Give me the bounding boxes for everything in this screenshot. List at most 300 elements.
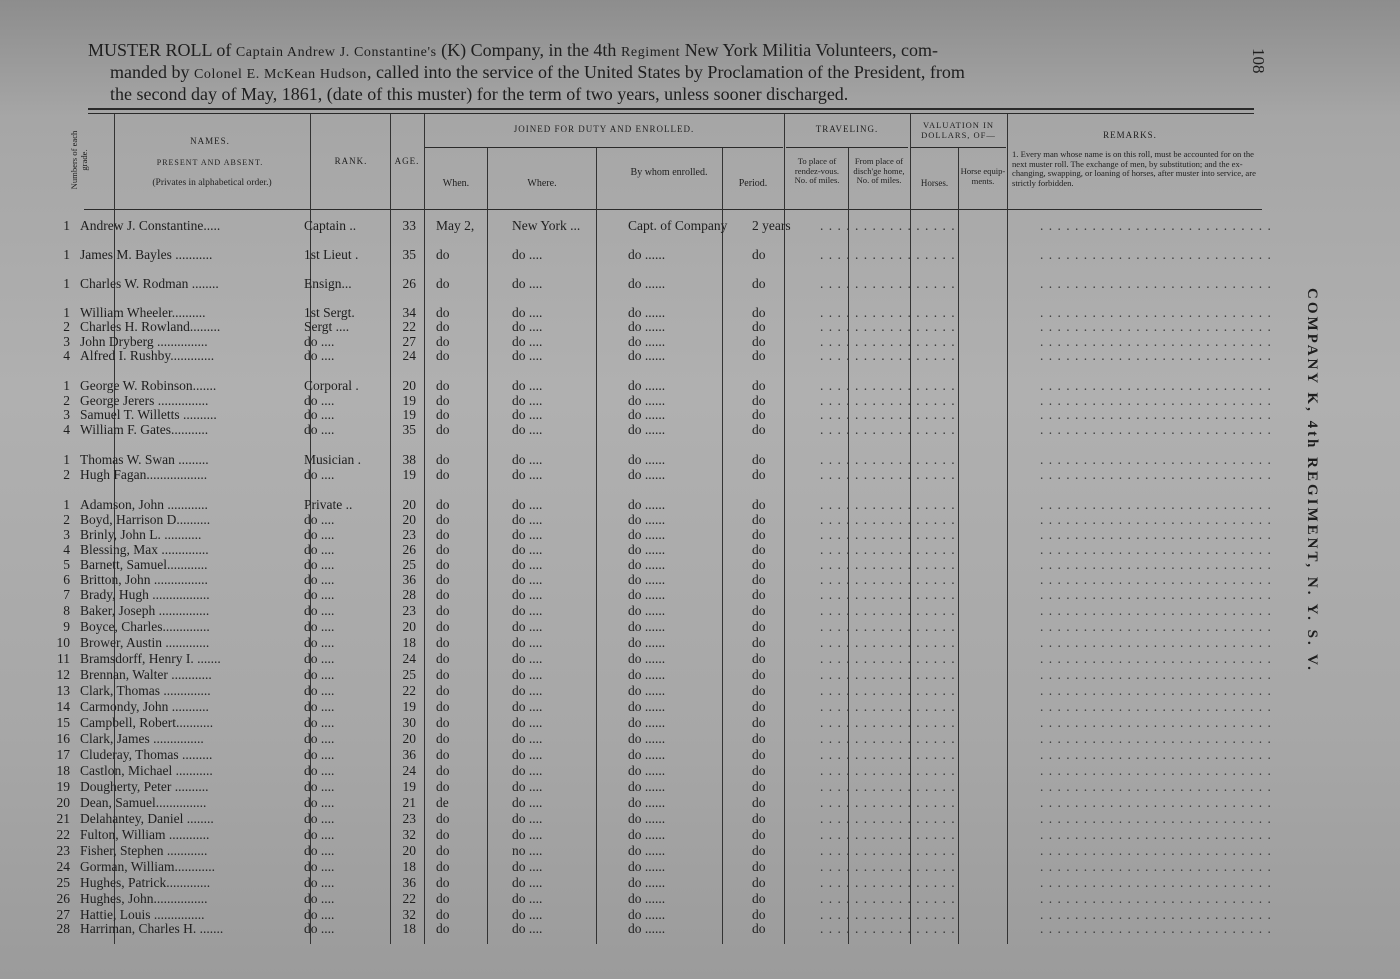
table-row <box>0 891 1400 906</box>
cell-by: do ...... <box>628 305 666 320</box>
cell-period: do <box>752 603 766 618</box>
table-row <box>0 452 1400 467</box>
cell-by: do ...... <box>628 527 666 542</box>
cell-by: do ...... <box>628 378 666 393</box>
title-text: manded by <box>110 62 194 82</box>
remarks-blank: . . . . . . . . . . . . . . . . . . . . . . . . . . . <box>1040 683 1272 698</box>
cell-by: do ...... <box>628 542 666 557</box>
cell-rank: do .... <box>304 348 335 363</box>
title-line-2 <box>110 62 965 86</box>
cell-period: do <box>752 452 766 467</box>
cell-period: do <box>752 542 766 557</box>
blank-dots: . . . . . . . . . . . . . . . . <box>820 859 956 874</box>
remarks-blank: . . . . . . . . . . . . . . . . . . . . . . . . . . . <box>1040 619 1272 634</box>
cell-by: do ...... <box>628 827 666 842</box>
cell-rank: Sergt .... <box>304 319 350 334</box>
cell-by: do ...... <box>628 715 666 730</box>
cell-age: 23 <box>402 603 416 618</box>
table-row <box>0 683 1400 698</box>
cell-period: do <box>752 619 766 634</box>
cell-by: do ...... <box>628 407 666 422</box>
cell-by: do ...... <box>628 763 666 778</box>
cell-where: do .... <box>512 635 543 650</box>
blank-dots: . . . . . . . . . . . . . . . . <box>820 422 956 437</box>
remarks-blank: . . . . . . . . . . . . . . . . . . . . . . . . . . . <box>1040 512 1272 527</box>
cell-where: do .... <box>512 407 543 422</box>
remarks-blank: . . . . . . . . . . . . . . . . . . . . . . . . . . . <box>1040 393 1272 408</box>
cell-when: do <box>436 779 450 794</box>
cell-age: 20 <box>402 497 416 512</box>
header-period: Period. <box>738 178 768 189</box>
cell-name: Clark, James ............... <box>80 731 204 746</box>
remarks-blank: . . . . . . . . . . . . . . . . . . . . . . . . . . . <box>1040 827 1272 842</box>
cell-no: 27 <box>56 907 70 922</box>
cell-where: do .... <box>512 276 543 291</box>
blank-dots: . . . . . . . . . . . . . . . . <box>820 527 956 542</box>
remarks-blank: . . . . . . . . . . . . . . . . . . . . . . . . . . . <box>1040 422 1272 437</box>
remarks-note: 1. Every man whose name is on this roll, must be accounted for on the next muster roll. The exchange of men, by substitution; and the ex-changing, swapping, or loaning of horses, after muster into service, are strictly forbidden. <box>1012 149 1256 188</box>
remarks-blank: . . . . . . . . . . . . . . . . . . . . . . . . . . . <box>1040 452 1272 467</box>
cell-where: do .... <box>512 603 543 618</box>
cell-where: do .... <box>512 891 543 906</box>
cell-when: do <box>436 763 450 778</box>
cell-name: Dean, Samuel............... <box>80 795 207 810</box>
title-text: , called into the service of the United States by Proclamation of the President, from <box>367 62 965 82</box>
cell-where: do .... <box>512 667 543 682</box>
cell-age: 30 <box>402 715 416 730</box>
cell-age: 25 <box>402 557 416 572</box>
cell-no: 1 <box>63 378 70 393</box>
table-row <box>0 467 1400 482</box>
blank-dots: . . . . . . . . . . . . . . . . <box>820 334 956 349</box>
blank-dots: . . . . . . . . . . . . . . . . <box>820 378 956 393</box>
blank-dots: . . . . . . . . . . . . . . . . <box>820 683 956 698</box>
remarks-blank: . . . . . . . . . . . . . . . . . . . . . . . . . . . <box>1040 747 1272 762</box>
header-rule-top <box>88 108 1254 110</box>
header-horse-equipments: Horse equip-ments. <box>960 166 1006 186</box>
cell-name: Samuel T. Willetts .......... <box>80 407 217 422</box>
cell-when: do <box>436 557 450 572</box>
cell-period: do <box>752 747 766 762</box>
cell-age: 22 <box>402 319 416 334</box>
blank-dots: . . . . . . . . . . . . . . . . <box>820 218 956 233</box>
cell-age: 33 <box>402 218 416 233</box>
cell-no: 1 <box>63 497 70 512</box>
cell-where: do .... <box>512 467 543 482</box>
cell-when: do <box>436 747 450 762</box>
cell-period: do <box>752 859 766 874</box>
blank-dots: . . . . . . . . . . . . . . . . <box>820 467 956 482</box>
cell-when: do <box>436 619 450 634</box>
cell-period: do <box>752 393 766 408</box>
cell-name: George Jerers ............... <box>80 393 209 408</box>
title-line-3: the second day of May, 1861, (date of this muster) for the term of two years, unless sooner discharged. <box>110 84 849 104</box>
cell-when: do <box>436 843 450 858</box>
cell-no: 26 <box>56 891 70 906</box>
cell-rank: do .... <box>304 921 335 936</box>
cell-period: do <box>752 334 766 349</box>
header-to-place: To place of rendez-vous. No. of miles. <box>794 156 840 186</box>
cell-name: Boyd, Harrison D.......... <box>80 512 211 527</box>
header-rule-top-thin <box>88 113 1254 114</box>
cell-when: do <box>436 305 450 320</box>
cell-when: do <box>436 527 450 542</box>
cell-by: do ...... <box>628 747 666 762</box>
cell-by: do ...... <box>628 393 666 408</box>
cell-by: do ...... <box>628 779 666 794</box>
cell-rank: do .... <box>304 715 335 730</box>
table-row <box>0 276 1400 291</box>
remarks-blank: . . . . . . . . . . . . . . . . . . . . . . . . . . . <box>1040 247 1272 262</box>
cell-period: do <box>752 699 766 714</box>
cell-age: 36 <box>402 747 416 762</box>
cell-by: do ...... <box>628 921 666 936</box>
cell-age: 25 <box>402 667 416 682</box>
cell-period: do <box>752 407 766 422</box>
cell-where: do .... <box>512 348 543 363</box>
remarks-blank: . . . . . . . . . . . . . . . . . . . . . . . . . . . <box>1040 891 1272 906</box>
cell-period: do <box>752 319 766 334</box>
table-row <box>0 635 1400 650</box>
remarks-blank: . . . . . . . . . . . . . . . . . . . . . . . . . . . <box>1040 276 1272 291</box>
cell-no: 2 <box>63 393 70 408</box>
cell-period: do <box>752 921 766 936</box>
cell-by: do ...... <box>628 667 666 682</box>
cell-rank: do .... <box>304 467 335 482</box>
cell-rank: Musician . <box>304 452 361 467</box>
remarks-blank: . . . . . . . . . . . . . . . . . . . . . . . . . . . <box>1040 843 1272 858</box>
cell-by: do ...... <box>628 557 666 572</box>
cell-when: do <box>436 811 450 826</box>
cell-age: 20 <box>402 619 416 634</box>
remarks-blank: . . . . . . . . . . . . . . . . . . . . . . . . . . . <box>1040 763 1272 778</box>
cell-by: do ...... <box>628 859 666 874</box>
cell-rank: do .... <box>304 603 335 618</box>
cell-when: de <box>436 795 449 810</box>
cell-rank: do .... <box>304 843 335 858</box>
cell-age: 24 <box>402 763 416 778</box>
blank-dots: . . . . . . . . . . . . . . . . <box>820 348 956 363</box>
cell-where: do .... <box>512 512 543 527</box>
remarks-blank: . . . . . . . . . . . . . . . . . . . . . . . . . . . <box>1040 497 1272 512</box>
blank-dots: . . . . . . . . . . . . . . . . <box>820 276 956 291</box>
cell-name: Charles W. Rodman ........ <box>80 276 219 291</box>
cell-age: 20 <box>402 731 416 746</box>
table-row <box>0 497 1400 512</box>
remarks-blank: . . . . . . . . . . . . . . . . . . . . . . . . . . . <box>1040 407 1272 422</box>
cell-no: 23 <box>56 843 70 858</box>
cell-period: do <box>752 557 766 572</box>
cell-when: do <box>436 393 450 408</box>
cell-period: do <box>752 651 766 666</box>
cell-where: do .... <box>512 859 543 874</box>
cell-name: Hughes, John................ <box>80 891 208 906</box>
cell-rank: do .... <box>304 334 335 349</box>
cell-name: Thomas W. Swan ......... <box>80 452 209 467</box>
cell-name: Brinly, John L. ........... <box>80 527 202 542</box>
cell-by: do ...... <box>628 891 666 906</box>
cell-age: 34 <box>402 305 416 320</box>
cell-name: George W. Robinson....... <box>80 378 217 393</box>
cell-by: do ...... <box>628 587 666 602</box>
cell-name: James M. Bayles ........... <box>80 247 213 262</box>
cell-no: 13 <box>56 683 70 698</box>
cell-where: do .... <box>512 378 543 393</box>
cell-name: William F. Gates........... <box>80 422 209 437</box>
cell-by: do ...... <box>628 348 666 363</box>
cell-rank: do .... <box>304 619 335 634</box>
cell-rank: do .... <box>304 667 335 682</box>
cell-rank: do .... <box>304 422 335 437</box>
cell-rank: do .... <box>304 572 335 587</box>
cell-no: 28 <box>56 921 70 936</box>
cell-where: do .... <box>512 699 543 714</box>
remarks-blank: . . . . . . . . . . . . . . . . . . . . . . . . . . . <box>1040 731 1272 746</box>
cell-name: Andrew J. Constantine..... <box>80 218 221 233</box>
cell-where: do .... <box>512 827 543 842</box>
cell-age: 35 <box>402 422 416 437</box>
cell-rank: 1st Lieut . <box>304 247 359 262</box>
cell-no: 1 <box>63 247 70 262</box>
cell-no: 8 <box>63 603 70 618</box>
cell-when: do <box>436 683 450 698</box>
cell-age: 20 <box>402 378 416 393</box>
cell-name: Cluderay, Thomas ......... <box>80 747 213 762</box>
cell-name: William Wheeler.......... <box>80 305 206 320</box>
blank-dots: . . . . . . . . . . . . . . . . <box>820 407 956 422</box>
cell-where: do .... <box>512 542 543 557</box>
cell-period: do <box>752 891 766 906</box>
cell-period: do <box>752 875 766 890</box>
table-row <box>0 422 1400 437</box>
remarks-blank: . . . . . . . . . . . . . . . . . . . . . . . . . . . <box>1040 921 1272 936</box>
table-row <box>0 305 1400 320</box>
cell-age: 21 <box>402 795 416 810</box>
table-row <box>0 557 1400 572</box>
cell-no: 4 <box>63 422 70 437</box>
table-row <box>0 378 1400 393</box>
remarks-blank: . . . . . . . . . . . . . . . . . . . . . . . . . . . <box>1040 795 1272 810</box>
table-row <box>0 763 1400 778</box>
remarks-blank: . . . . . . . . . . . . . . . . . . . . . . . . . . . <box>1040 859 1272 874</box>
cell-period: do <box>752 811 766 826</box>
cell-when: do <box>436 319 450 334</box>
cell-when: do <box>436 378 450 393</box>
cell-when: do <box>436 422 450 437</box>
cell-period: do <box>752 305 766 320</box>
cell-when: do <box>436 859 450 874</box>
cell-age: 28 <box>402 587 416 602</box>
cell-rank: do .... <box>304 512 335 527</box>
blank-dots: . . . . . . . . . . . . . . . . <box>820 635 956 650</box>
cell-by: do ...... <box>628 907 666 922</box>
cell-name: Dougherty, Peter .......... <box>80 779 209 794</box>
cell-when: do <box>436 497 450 512</box>
cell-rank: do .... <box>304 859 335 874</box>
table-row <box>0 667 1400 682</box>
cell-age: 32 <box>402 907 416 922</box>
blank-dots: . . . . . . . . . . . . . . . . <box>820 319 956 334</box>
header-traveling: TRAVELING. <box>815 124 879 134</box>
cell-when: do <box>436 921 450 936</box>
cell-period: do <box>752 731 766 746</box>
cell-age: 19 <box>402 393 416 408</box>
cell-name: Bramsdorff, Henry I. ....... <box>80 651 221 666</box>
cell-by: do ...... <box>628 699 666 714</box>
cell-when: do <box>436 247 450 262</box>
cell-where: do .... <box>512 683 543 698</box>
cell-no: 3 <box>63 407 70 422</box>
cell-rank: do .... <box>304 587 335 602</box>
cell-rank: do .... <box>304 811 335 826</box>
cell-by: do ...... <box>628 635 666 650</box>
remarks-blank: . . . . . . . . . . . . . . . . . . . . . . . . . . . <box>1040 348 1272 363</box>
cell-period: do <box>752 683 766 698</box>
title-captain: Captain Andrew J. Constantine's <box>235 45 437 60</box>
cell-age: 20 <box>402 512 416 527</box>
table-row <box>0 407 1400 422</box>
cell-when: do <box>436 827 450 842</box>
cell-name: Boyce, Charles.............. <box>80 619 210 634</box>
cell-where: do .... <box>512 452 543 467</box>
cell-by: do ...... <box>628 795 666 810</box>
cell-rank: do .... <box>304 527 335 542</box>
blank-dots: . . . . . . . . . . . . . . . . <box>820 651 956 666</box>
cell-name: Hugh Fagan.................. <box>80 467 208 482</box>
cell-period: do <box>752 276 766 291</box>
cell-when: do <box>436 651 450 666</box>
header-by-whom: By whom enrolled. <box>630 167 708 178</box>
cell-period: do <box>752 779 766 794</box>
cell-rank: do .... <box>304 907 335 922</box>
cell-when: do <box>436 276 450 291</box>
cell-when: do <box>436 907 450 922</box>
cell-name: Alfred I. Rushby............. <box>80 348 215 363</box>
cell-by: do ...... <box>628 651 666 666</box>
table-row <box>0 587 1400 602</box>
cell-name: John Dryberg ............... <box>80 334 208 349</box>
blank-dots: . . . . . . . . . . . . . . . . <box>820 779 956 794</box>
cell-age: 18 <box>402 635 416 650</box>
cell-name: Campbell, Robert........... <box>80 715 214 730</box>
cell-no: 4 <box>63 348 70 363</box>
cell-age: 22 <box>402 891 416 906</box>
cell-name: Clark, Thomas .............. <box>80 683 211 698</box>
table-row <box>0 715 1400 730</box>
cell-no: 4 <box>63 542 70 557</box>
cell-by: do ...... <box>628 603 666 618</box>
cell-no: 25 <box>56 875 70 890</box>
cell-no: 9 <box>63 619 70 634</box>
cell-rank: do .... <box>304 651 335 666</box>
cell-by: do ...... <box>628 572 666 587</box>
header-rank: RANK. <box>334 156 368 166</box>
cell-name: Barnett, Samuel............ <box>80 557 208 572</box>
cell-age: 24 <box>402 348 416 363</box>
blank-dots: . . . . . . . . . . . . . . . . <box>820 763 956 778</box>
cell-age: 23 <box>402 811 416 826</box>
cell-where: New York ... <box>512 218 581 233</box>
cell-rank: Captain .. <box>304 218 357 233</box>
blank-dots: . . . . . . . . . . . . . . . . <box>820 247 956 262</box>
cell-by: do ...... <box>628 512 666 527</box>
cell-age: 18 <box>402 921 416 936</box>
cell-no: 1 <box>63 218 70 233</box>
cell-when: do <box>436 667 450 682</box>
cell-when: do <box>436 715 450 730</box>
cell-where: do .... <box>512 795 543 810</box>
remarks-blank: . . . . . . . . . . . . . . . . . . . . . . . . . . . <box>1040 334 1272 349</box>
cell-no: 2 <box>63 512 70 527</box>
cell-name: Brennan, Walter ............ <box>80 667 212 682</box>
cell-period: do <box>752 587 766 602</box>
cell-period: do <box>752 247 766 262</box>
cell-name: Britton, John ................ <box>80 572 208 587</box>
cell-period: do <box>752 422 766 437</box>
cell-no: 24 <box>56 859 70 874</box>
remarks-blank: . . . . . . . . . . . . . . . . . . . . . . . . . . . <box>1040 603 1272 618</box>
cell-where: do .... <box>512 334 543 349</box>
cell-name: Fisher, Stephen ............ <box>80 843 208 858</box>
cell-rank: do .... <box>304 827 335 842</box>
cell-where: do .... <box>512 921 543 936</box>
remarks-blank: . . . . . . . . . . . . . . . . . . . . . . . . . . . <box>1040 651 1272 666</box>
cell-no: 12 <box>56 667 70 682</box>
remarks-blank: . . . . . . . . . . . . . . . . . . . . . . . . . . . <box>1040 467 1272 482</box>
traveling-subrule <box>786 147 908 148</box>
header-when: When. <box>442 178 470 189</box>
cell-no: 10 <box>56 635 70 650</box>
cell-name: Blessing, Max .............. <box>80 542 209 557</box>
cell-name: Brady, Hugh ................. <box>80 587 210 602</box>
title-colonel: Colonel E. McKean Hudson <box>193 67 368 82</box>
cell-period: do <box>752 763 766 778</box>
table-row <box>0 218 1400 233</box>
cell-name: Brower, Austin ............. <box>80 635 210 650</box>
cell-rank: Private .. <box>304 497 353 512</box>
cell-when: do <box>436 731 450 746</box>
cell-age: 23 <box>402 527 416 542</box>
table-row <box>0 348 1400 363</box>
table-row <box>0 747 1400 762</box>
cell-name: Hughes, Patrick............. <box>80 875 211 890</box>
cell-by: do ...... <box>628 334 666 349</box>
cell-no: 6 <box>63 572 70 587</box>
cell-by: do ...... <box>628 497 666 512</box>
remarks-blank: . . . . . . . . . . . . . . . . . . . . . . . . . . . <box>1040 587 1272 602</box>
cell-where: do .... <box>512 497 543 512</box>
table-row <box>0 921 1400 936</box>
cell-age: 20 <box>402 843 416 858</box>
cell-rank: do .... <box>304 731 335 746</box>
cell-when: do <box>436 348 450 363</box>
table-row <box>0 907 1400 922</box>
cell-name: Charles H. Rowland......... <box>80 319 221 334</box>
cell-no: 14 <box>56 699 70 714</box>
cell-when: do <box>436 512 450 527</box>
cell-period: do <box>752 907 766 922</box>
cell-where: do .... <box>512 422 543 437</box>
title-text: New York Militia Volunteers, com- <box>680 40 939 60</box>
blank-dots: . . . . . . . . . . . . . . . . <box>820 875 956 890</box>
cell-age: 35 <box>402 247 416 262</box>
cell-no: 18 <box>56 763 70 778</box>
cell-no: 20 <box>56 795 70 810</box>
cell-where: do .... <box>512 557 543 572</box>
header-rule-bottom <box>84 209 1262 210</box>
cell-age: 27 <box>402 334 416 349</box>
cell-where: do .... <box>512 319 543 334</box>
